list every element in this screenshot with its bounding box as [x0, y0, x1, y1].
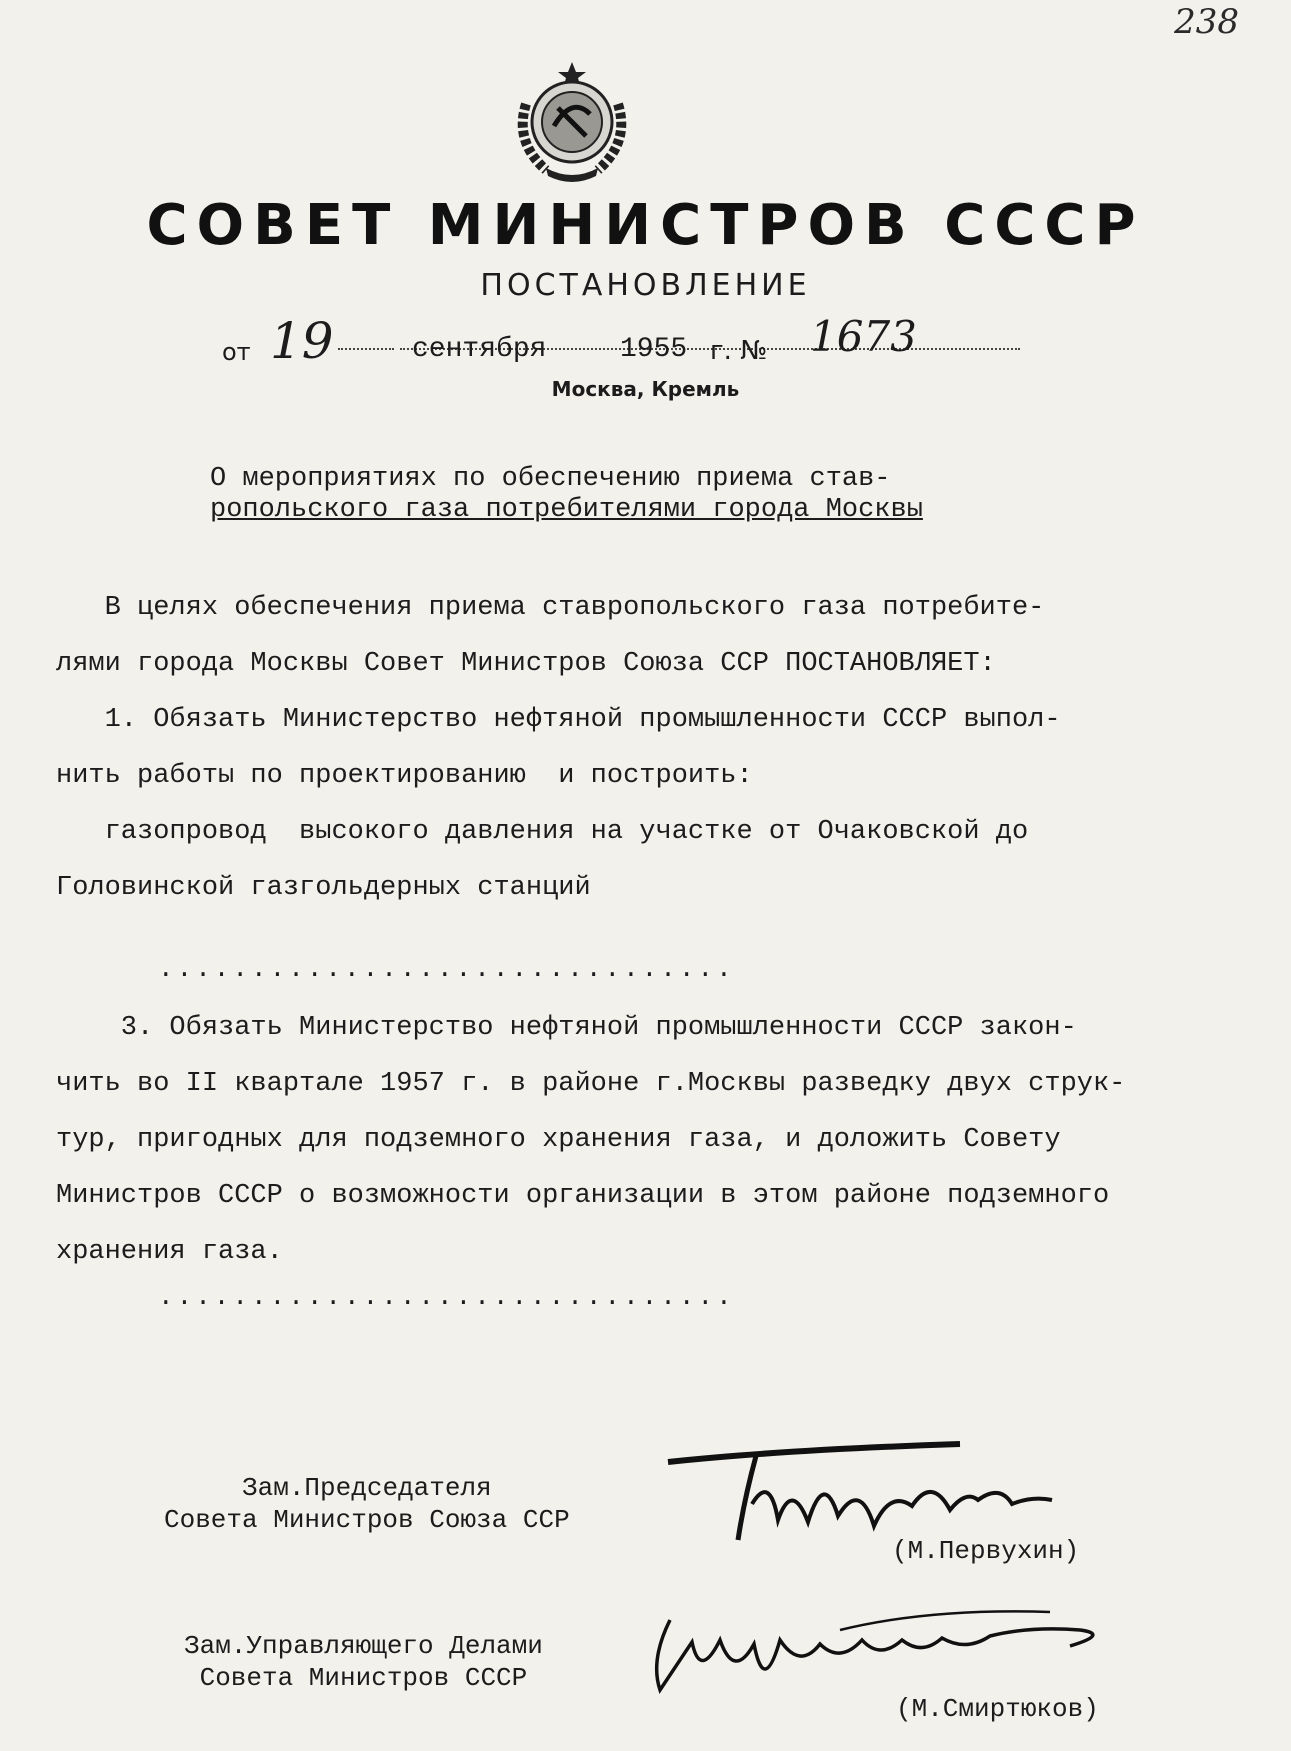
body-line: хранения газа.: [56, 1237, 283, 1267]
body-line: газопровод высокого давления на участке от Очаковской до: [56, 817, 1029, 847]
signature-smirtyukov-icon: [630, 1600, 1150, 1700]
body-line: 1. Обязать Министерство нефтяной промышленности СССР выпол-: [56, 705, 1061, 735]
subject: [210, 464, 923, 526]
date-line: [222, 312, 942, 370]
date-prefix: от: [222, 338, 251, 366]
council-title: СОВЕТ МИНИСТРОВ СССР: [146, 193, 1145, 258]
omission-separator: ...............................: [158, 954, 735, 984]
place: Москва, Кремль: [551, 377, 740, 401]
signatory-title-line-2: Совета Министров Союза ССР: [164, 1505, 570, 1535]
subject-line-2: ропольского газа потребителями города Москвы: [210, 495, 923, 525]
signatory-title-line-1: Зам.Управляющего Делами: [184, 1631, 543, 1661]
date-year: 1955: [620, 334, 688, 365]
omission-separator: ...............................: [158, 1282, 735, 1312]
body-line: Министров СССР о возможности организации в этом районе подземного: [56, 1181, 1110, 1211]
body-line: 3. Обязать Министерство нефтяной промышленности СССР закон-: [56, 1013, 1077, 1043]
signature-block-2: [184, 1630, 543, 1694]
signatory-title-line-1: Зам.Председателя: [242, 1473, 492, 1503]
signatory-name-2: (М.Смиртюков): [896, 1694, 1099, 1724]
body-line: нить работы по проектированию и построить:: [56, 761, 753, 791]
body-line: чить во II квартале 1957 г. в районе г.Москвы разведку двух струк-: [56, 1069, 1126, 1099]
signature-block-1: [164, 1472, 570, 1536]
subject-line-1: О мероприятиях по обеспечению приема став-: [210, 464, 891, 494]
document-type: ПОСТАНОВЛЕНИЕ: [480, 268, 811, 303]
signatory-title-line-2: Совета Министров СССР: [199, 1663, 528, 1693]
number-label: г. №: [710, 336, 768, 366]
ussr-emblem-icon: [506, 56, 638, 188]
date-day: 19: [270, 312, 334, 370]
body-line: В целях обеспечения приема ставропольского газа потребите-: [56, 593, 1045, 623]
body-line: Головинской газгольдерных станций: [56, 873, 591, 903]
archive-number: 238: [1174, 2, 1239, 42]
body-line: тур, пригодных для подземного хранения газа, и доложить Совету: [56, 1125, 1061, 1155]
body-line: лями города Москвы Совет Министров Союза ССР ПОСТАНОВЛЯЕТ:: [56, 649, 996, 679]
signature-pervukhin-icon: [660, 1440, 1140, 1550]
date-month: сентября: [412, 334, 547, 365]
body-text: [56, 580, 1246, 916]
decree-number: 1673: [810, 312, 917, 361]
body-text-2: [56, 1000, 1246, 1280]
signatory-name-1: (М.Первухин): [892, 1536, 1080, 1566]
